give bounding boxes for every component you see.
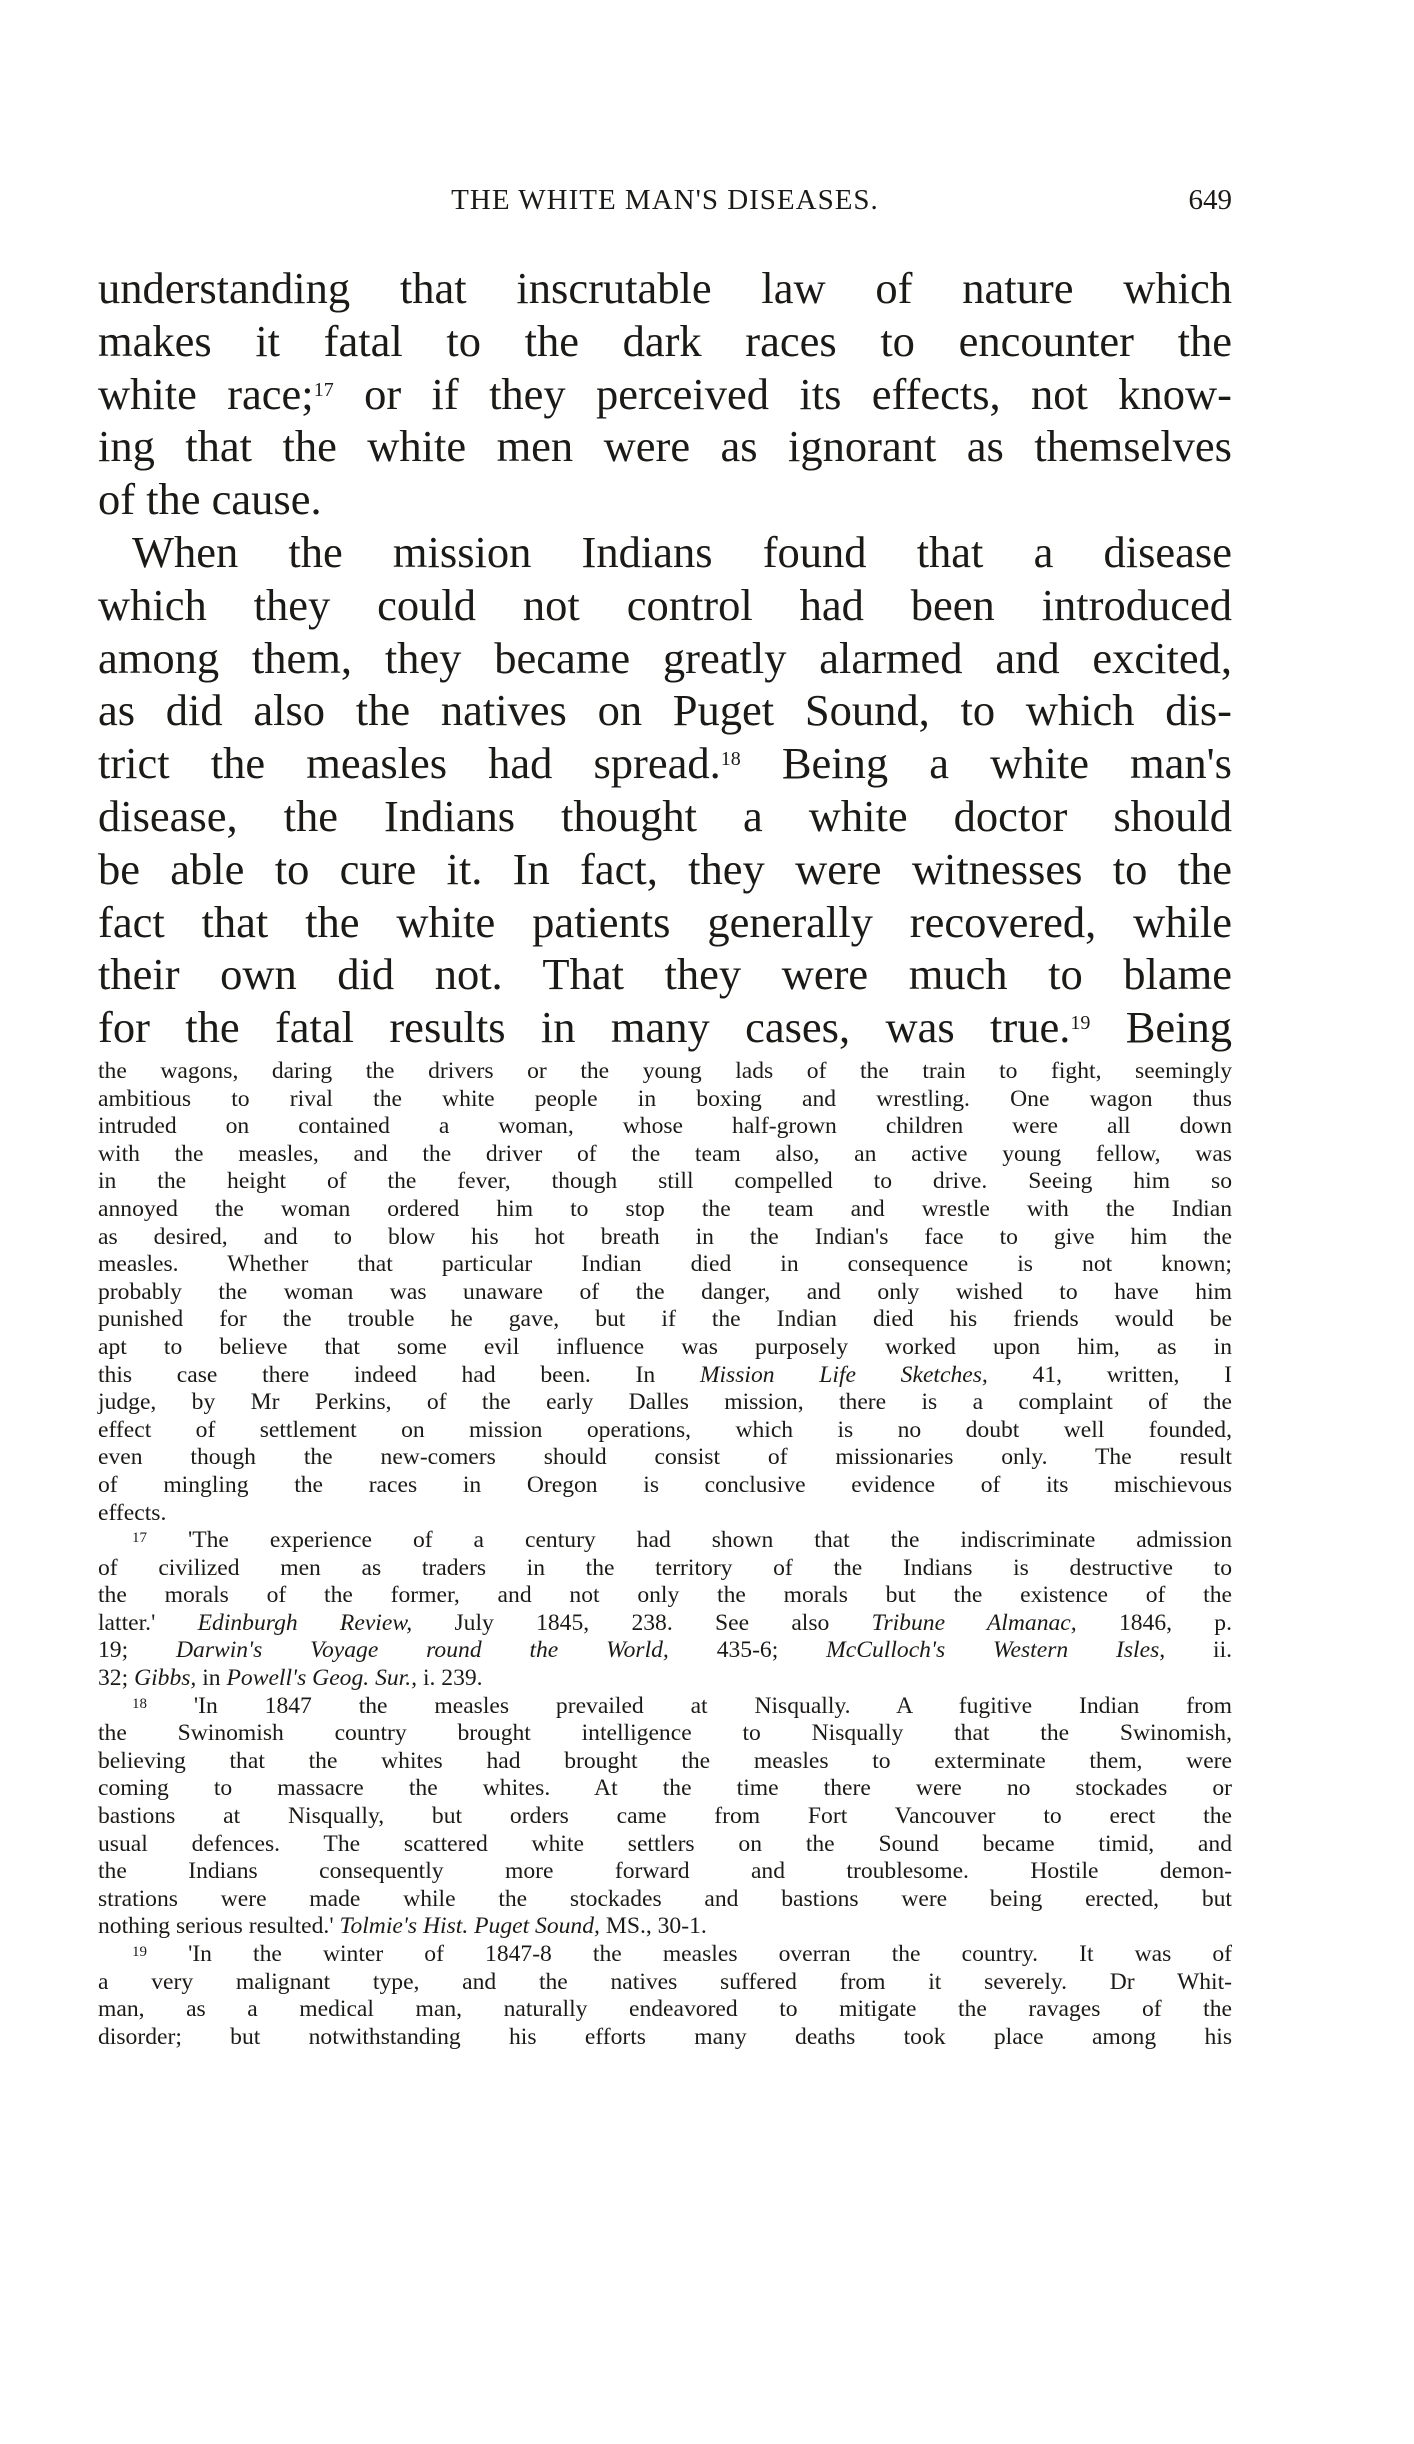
footnote-line: ambitious to rival the white people in boxing and wrestling. One wagon thus bbox=[98, 1085, 1232, 1112]
page-header bbox=[98, 184, 1232, 224]
citation-title: Tolmie's Hist. Puget Sound, bbox=[339, 1913, 600, 1940]
citation-title: Tribune Almanac, bbox=[871, 1609, 1077, 1636]
footnote-line: coming to massacre the whites. At the time there were no stockades or bbox=[98, 1775, 1232, 1802]
footnote-line: effect of settlement on mission operations, which is no doubt well founded, bbox=[98, 1416, 1232, 1443]
footnote-line: a very malignant type, and the natives suffered from it severely. Dr Whit- bbox=[98, 1968, 1232, 1995]
footnote-line: believing that the whites had brought the measles to exterminate them, were bbox=[98, 1747, 1232, 1774]
text-line: ing that the white men were as ignorant as themselves bbox=[98, 421, 1232, 472]
footnote-line: $^{17}$ 'The experience of a century had shown that the indiscriminate admission bbox=[132, 1527, 1232, 1554]
text-line: among them, they became greatly alarmed and excited, bbox=[98, 632, 1232, 683]
footnote-line: effects. bbox=[98, 1499, 167, 1526]
footnote-line: usual defences. The scattered white settlers on the Sound became timid, and bbox=[98, 1830, 1232, 1857]
footnote-line: this case there indeed had been. In Mission Life Sketches, 41, written, I bbox=[98, 1361, 1233, 1388]
footnote-line: judge, by Mr Perkins, of the early Dalles mission, there is a complaint of the bbox=[98, 1389, 1232, 1416]
footnote-mark: 17 bbox=[132, 1530, 147, 1547]
paragraph-2 bbox=[98, 526, 1232, 1054]
footnote-line: man, as a medical man, naturally endeavored to mitigate the ravages of the bbox=[98, 1996, 1232, 2023]
main-text bbox=[98, 262, 1232, 1054]
footnote-line: with the measles, and the driver of the team also, an active young fellow, was bbox=[98, 1140, 1232, 1167]
footnote-19 bbox=[98, 1941, 1232, 2051]
citation-title: Edinburgh Review, bbox=[197, 1609, 413, 1636]
footnotes bbox=[98, 1058, 1232, 2051]
text-line: When the mission Indians found that a disease bbox=[132, 526, 1232, 577]
footnote-line: the Indians consequently more forward and troublesome. Hostile demon- bbox=[98, 1858, 1232, 1885]
footnote-line: even though the new-comers should consist of missionaries only. The result bbox=[98, 1444, 1232, 1471]
footnote-mark: 19 bbox=[132, 1944, 147, 1960]
text-line: for the fatal results in many cases, was true.$^{19}$ Being bbox=[98, 1002, 1232, 1053]
footnote-line: $^{18}$ 'In 1847 the measles prevailed at Nisqually. A fugitive Indian from bbox=[132, 1692, 1232, 1719]
citation-title: Mission Life Sketches, bbox=[699, 1361, 988, 1388]
footnote-line: disorder; but notwithstanding his efforts many deaths took place among his bbox=[98, 2023, 1232, 2050]
text-line: trict the measles had spread.$^{18}$ Being a white man's bbox=[98, 738, 1232, 789]
text-line: of the cause. bbox=[98, 474, 322, 525]
footnote-line: bastions at Nisqually, but orders came from Fort Vancouver to erect the bbox=[98, 1803, 1232, 1830]
footnote-line: of civilized men as traders in the territory of the Indians is destructive to bbox=[98, 1554, 1232, 1581]
text-line: disease, the Indians thought a white doctor should bbox=[98, 790, 1232, 841]
footnote-line: 32; Gibbs, in Powell's Geog. Sur., i. 239. bbox=[98, 1665, 483, 1692]
citation-title: Gibbs, bbox=[134, 1665, 197, 1692]
text-line: be able to cure it. In fact, they were witnesses to the bbox=[98, 843, 1232, 894]
footnote-line: as desired, and to blow his hot breath in the Indian's face to give him the bbox=[98, 1223, 1232, 1250]
citation-title: McCulloch's Western Isles, bbox=[826, 1637, 1166, 1664]
footnote-line: apt to believe that some evil influence was purposely worked upon him, as in bbox=[98, 1333, 1232, 1360]
footnote-line: nothing serious resulted.' Tolmie's Hist. Puget Sound, MS., 30-1. bbox=[98, 1913, 707, 1940]
footnote-line: punished for the trouble he gave, but if the Indian died his friends would be bbox=[98, 1306, 1232, 1333]
footnote-17 bbox=[98, 1527, 1232, 1693]
footnote-line: intruded on contained a woman, whose half-grown children were all down bbox=[98, 1113, 1232, 1140]
footnote-line: strations were made while the stockades and bastions were being erected, but bbox=[98, 1885, 1232, 1912]
running-head: THE WHITE MAN'S DISEASES. bbox=[451, 184, 879, 216]
footnote-mark: 18 bbox=[132, 1695, 147, 1712]
footnote-line: the morals of the former, and not only the morals but the existence of the bbox=[98, 1582, 1232, 1609]
footnote-line: of mingling the races in Oregon is conclusive evidence of its mischievous bbox=[98, 1471, 1232, 1498]
footnote-line: probably the woman was unaware of the danger, and only wished to have him bbox=[98, 1278, 1232, 1305]
footnote-line: the wagons, daring the drivers or the young lads of the train to fight, seemingly bbox=[98, 1058, 1232, 1084]
paragraph-1 bbox=[98, 262, 1232, 526]
footnote-line: latter.' Edinburgh Review, July 1845, 238. See also Tribune Almanac, 1846, p. bbox=[98, 1609, 1232, 1636]
footnote-ref-18: 18 bbox=[720, 748, 741, 771]
text-line: their own did not. That they were much to blame bbox=[98, 949, 1232, 1000]
citation-title: Darwin's Voyage round the World, bbox=[176, 1637, 669, 1664]
footnote-18 bbox=[98, 1693, 1232, 1941]
text-line: as did also the natives on Puget Sound, to which dis- bbox=[98, 685, 1232, 736]
text-line: white race;$^{17}$ or if they perceived its effects, not know- bbox=[98, 368, 1232, 419]
footnote-line: 19; Darwin's Voyage round the World, 435-6; McCulloch's Western Isles, ii. bbox=[98, 1637, 1233, 1664]
footnote-ref-17: 17 bbox=[313, 378, 334, 401]
text-line: understanding that inscrutable law of nature which bbox=[98, 263, 1232, 313]
footnote-line: measles. Whether that particular Indian died in consequence is not known; bbox=[98, 1251, 1232, 1278]
footnote-line: in the height of the fever, though still compelled to drive. Seeing him so bbox=[98, 1168, 1232, 1195]
footnote-line: $^{19}$ 'In the winter of 1847-8 the measles overran the country. It was of bbox=[132, 1941, 1232, 1967]
text-line: which they could not control had been introduced bbox=[98, 579, 1232, 630]
footnote-ref-19: 19 bbox=[1070, 1012, 1091, 1035]
footnote-line: annoyed the woman ordered him to stop the team and wrestle with the Indian bbox=[98, 1195, 1232, 1222]
text-line: fact that the white patients generally recovered, while bbox=[98, 896, 1232, 947]
footnote-line: the Swinomish country brought intelligence to Nisqually that the Swinomish, bbox=[98, 1720, 1232, 1747]
page-number: 649 bbox=[1188, 184, 1232, 216]
footnote-continued bbox=[98, 1058, 1232, 1527]
text-line: makes it fatal to the dark races to encounter the bbox=[98, 315, 1232, 366]
citation-title: Powell's Geog. Sur., bbox=[226, 1665, 418, 1692]
